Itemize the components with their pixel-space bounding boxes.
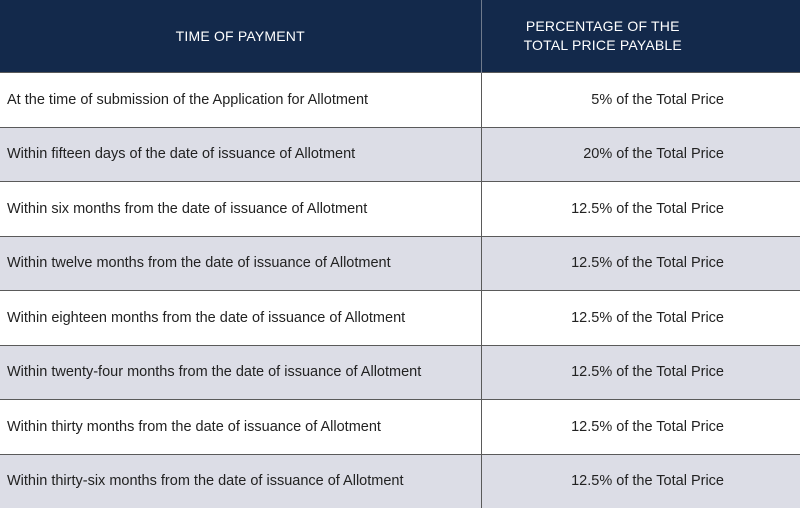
time-cell: Within thirty-six months from the date of issuance of Allotment	[0, 454, 481, 508]
table-row	[0, 236, 800, 291]
table-row	[0, 291, 800, 346]
header-time-label: TIME OF PAYMENT	[175, 27, 305, 44]
percentage-cell: 12.5% of the Total Price	[481, 400, 800, 455]
table-row	[0, 73, 800, 128]
percentage-cell: 12.5% of the Total Price	[481, 291, 800, 346]
table-row	[0, 400, 800, 455]
percentage-cell: 12.5% of the Total Price	[481, 345, 800, 400]
table-body	[0, 73, 800, 508]
header-percentage-line2: TOTAL PRICE PAYABLE	[523, 37, 682, 53]
percentage-cell: 5% of the Total Price	[481, 73, 800, 128]
time-cell: Within twelve months from the date of issuance of Allotment	[0, 236, 481, 291]
time-cell: Within thirty months from the date of issuance of Allotment	[0, 400, 481, 455]
time-cell: Within eighteen months from the date of issuance of Allotment	[0, 291, 481, 346]
time-cell: Within six months from the date of issuance of Allotment	[0, 182, 481, 237]
percentage-cell: 12.5% of the Total Price	[481, 182, 800, 237]
time-cell: At the time of submission of the Application for Allotment	[0, 73, 481, 128]
time-cell: Within fifteen days of the date of issuance of Allotment	[0, 127, 481, 182]
time-cell: Within twenty-four months from the date of issuance of Allotment	[0, 345, 481, 400]
header-time-of-payment	[0, 0, 481, 73]
table-row	[0, 345, 800, 400]
table-row	[0, 182, 800, 237]
table-row	[0, 127, 800, 182]
header-row	[0, 0, 800, 73]
header-percentage-line1: PERCENTAGE OF THE	[525, 18, 680, 34]
table-row	[0, 454, 800, 508]
percentage-cell: 12.5% of the Total Price	[481, 454, 800, 508]
percentage-cell: 20% of the Total Price	[481, 127, 800, 182]
header-percentage-payable	[481, 0, 800, 73]
percentage-cell: 12.5% of the Total Price	[481, 236, 800, 291]
table-header	[0, 0, 800, 73]
